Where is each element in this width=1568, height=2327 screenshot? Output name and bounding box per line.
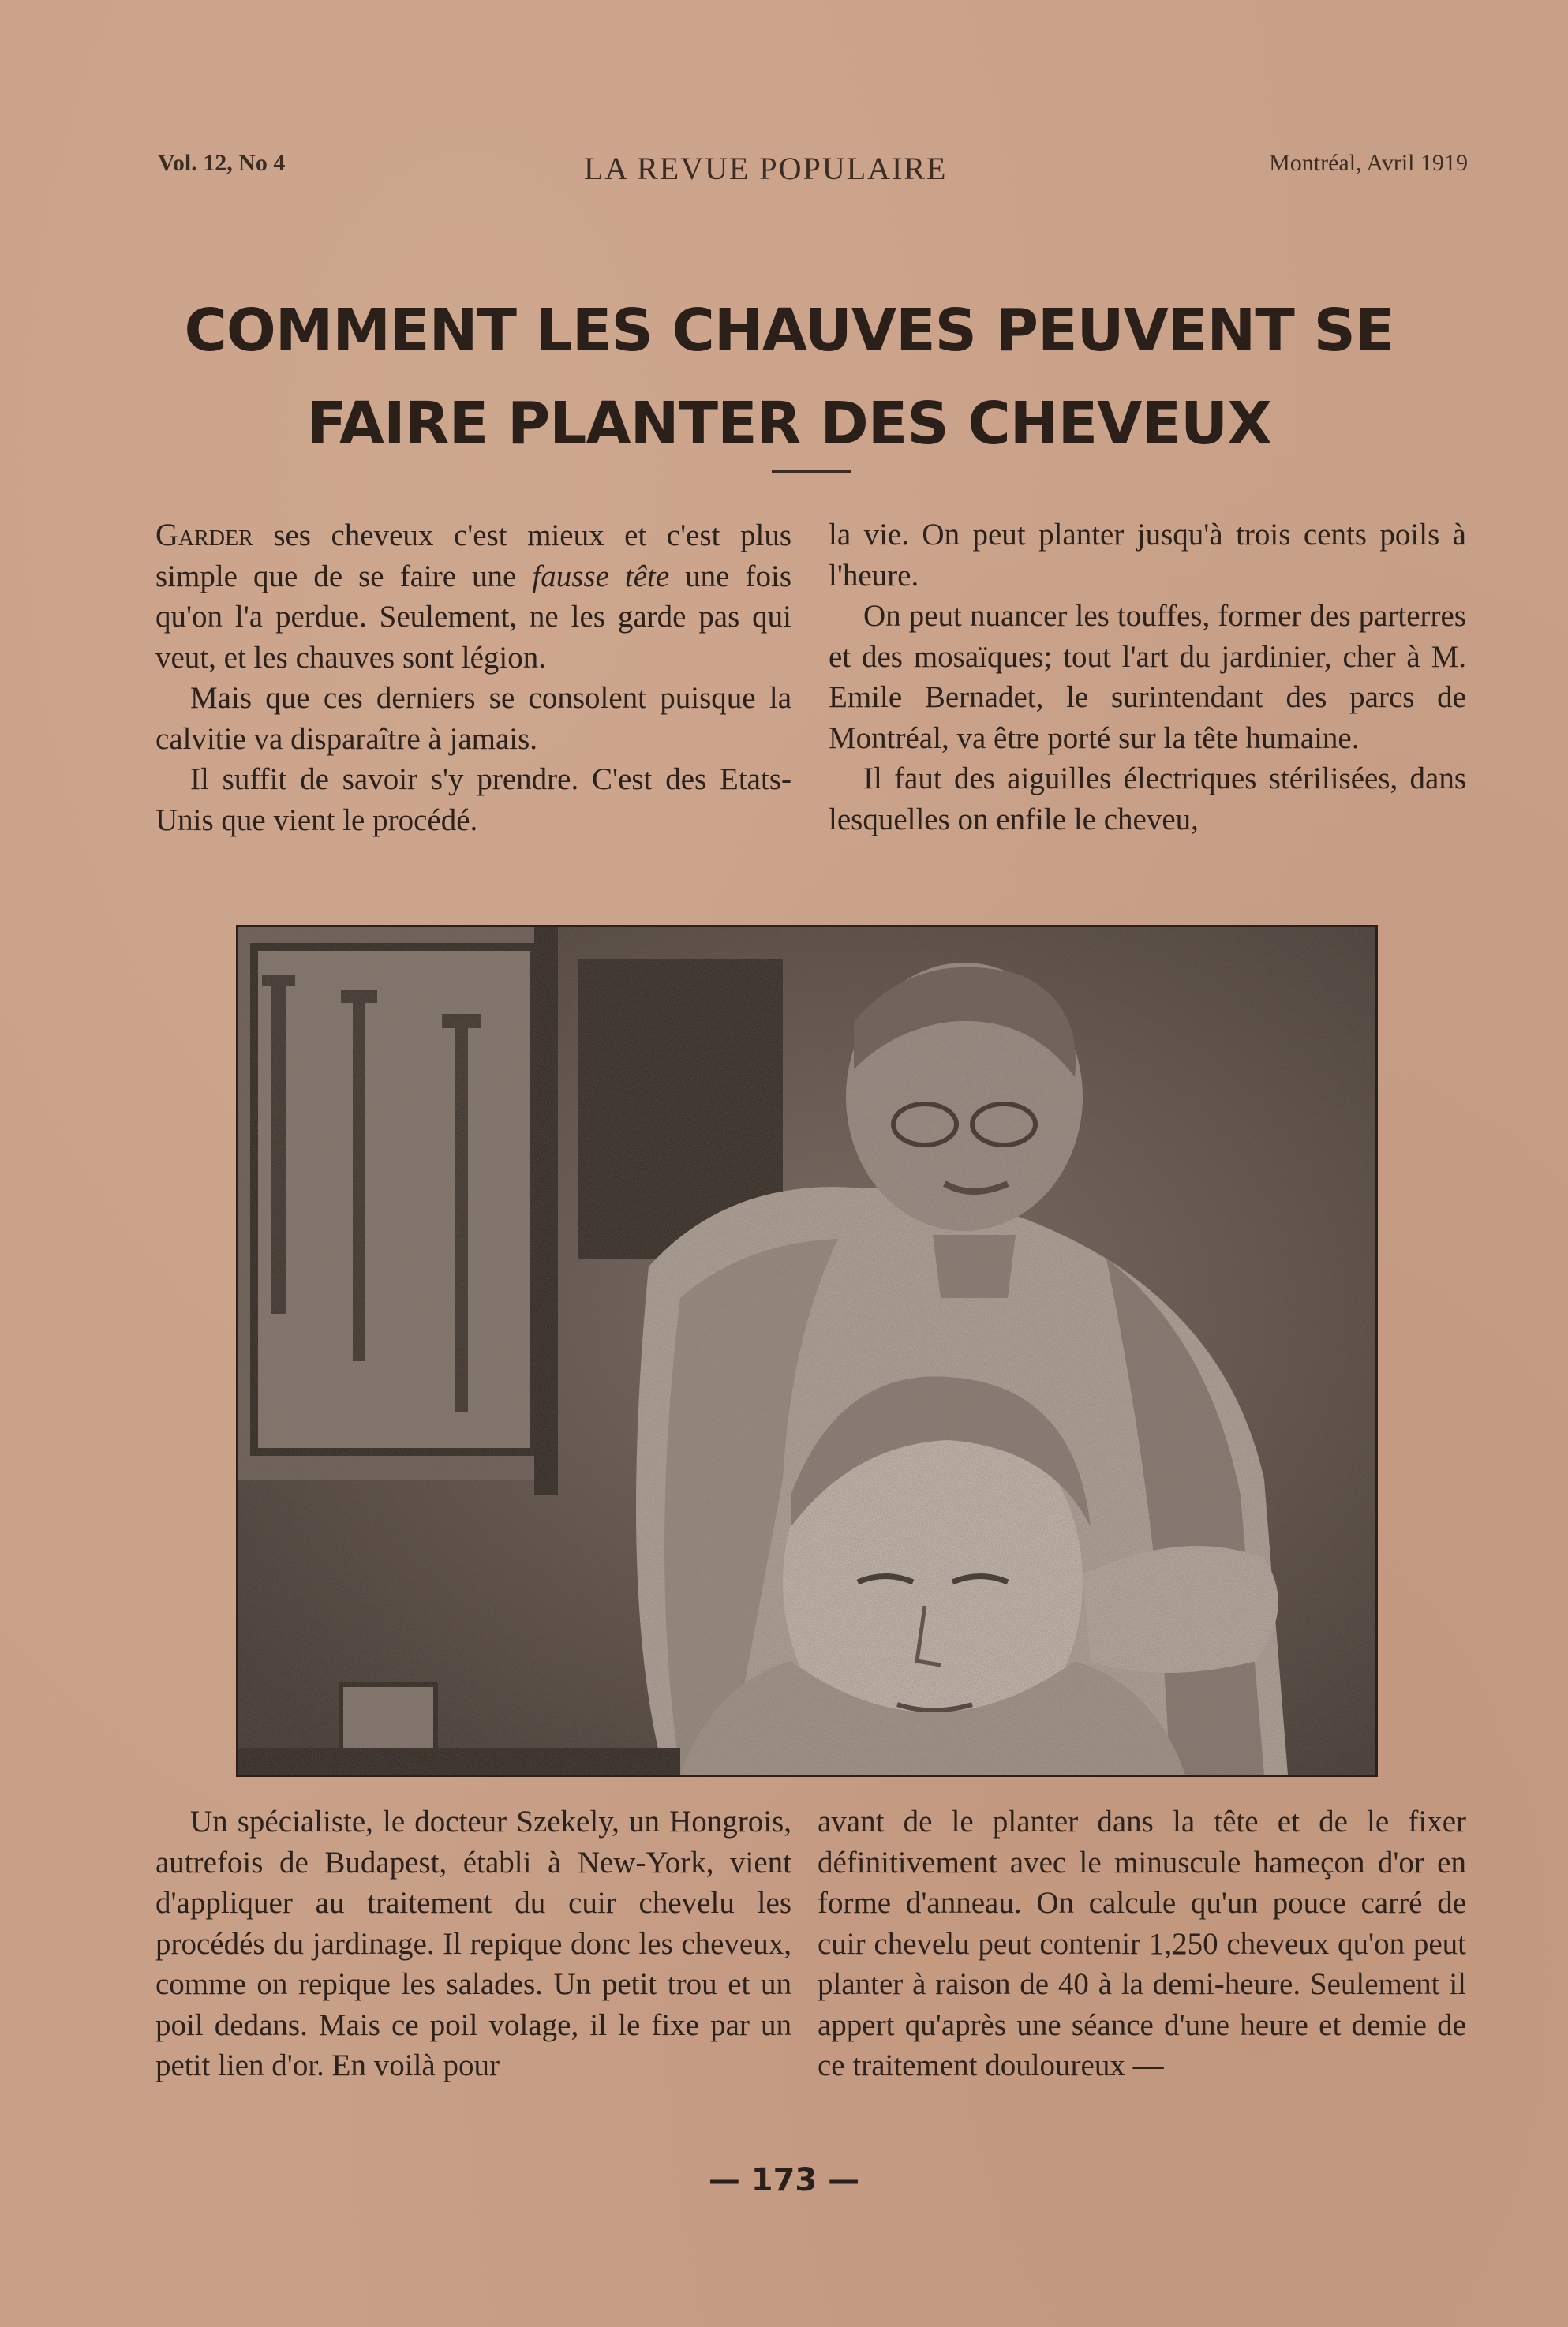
title-line-2: FAIRE PLANTER DES CHEVEUX	[306, 390, 1272, 458]
paragraph: Il suffit de savoir s'y prendre. C'est des Etats-Unis que vient le procédé.	[155, 762, 791, 837]
paragraph: Il faut des aiguilles électriques stérilisées, dans lesquelles on enfile le cheveu,	[829, 761, 1466, 836]
paragraph: On peut nuancer les touffes, former des parterres et des mosaïques; tout l'art du jardinier, cher à M. Emile Bernadet, le surintendant des parcs de Montréal, va être porté sur la tête humaine.	[829, 599, 1466, 755]
column-bottom-left	[155, 1801, 791, 2086]
paragraph: Un spécialiste, le docteur Szekely, un Hongrois, autrefois de Budapest, établi à New-York, vient d'appliquer au traitement du cuir chevelu les procédés du jardinage. Il repique donc les cheveux, comme on repique les salades. Un petit trou et un poil dedans. Mais ce poil volage, il le fixe par un petit lien d'or. En voilà pour	[155, 1805, 791, 2082]
title-line-1: COMMENT LES CHAUVES PEUVENT SE	[184, 297, 1394, 365]
paragraph: Mais que ces derniers se consolent puisque la calvitie va disparaître à jamais.	[155, 681, 791, 756]
article-title	[118, 284, 1460, 470]
lead-word: Garder	[155, 517, 253, 552]
journal-name: LA REVUE POPULAIRE	[584, 151, 948, 186]
running-header	[158, 150, 1468, 189]
column-top-left	[155, 514, 791, 840]
engraving-illustration	[238, 927, 1375, 1775]
place-date: Montréal, Avril 1919	[1269, 150, 1468, 176]
paragraph: la vie. On peut planter jusqu'à trois cents poils à l'heure.	[829, 518, 1466, 593]
paragraph: Garder ses cheveux c'est mieux et c'est plus simple que de se faire une fausse tête une fois qu'on l'a perdue. Seulement, ne les garde pas qui veut, et les chauves sont légion.	[155, 517, 791, 675]
volume-number: Vol. 12, No 4	[158, 150, 286, 176]
illustration-doctor-and-patient	[236, 925, 1378, 1777]
page-number: — 173 —	[708, 2162, 860, 2198]
title-rule	[772, 470, 851, 473]
column-bottom-right	[818, 1801, 1466, 2086]
paragraph: avant de le planter dans la tête et de le fixer définitivement avec le minuscule hameçon d'or en forme d'anneau. On calcule qu'un pouce carré de cuir chevelu peut contenir 1,250 cheveux qu'on peut planter à raison de 40 à la demi-heure. Seulement il appert qu'après une séance d'une heure et demie de ce traitement douloureux —	[818, 1805, 1466, 2082]
column-top-right	[829, 514, 1466, 840]
emphasis: fausse tête	[532, 559, 670, 593]
